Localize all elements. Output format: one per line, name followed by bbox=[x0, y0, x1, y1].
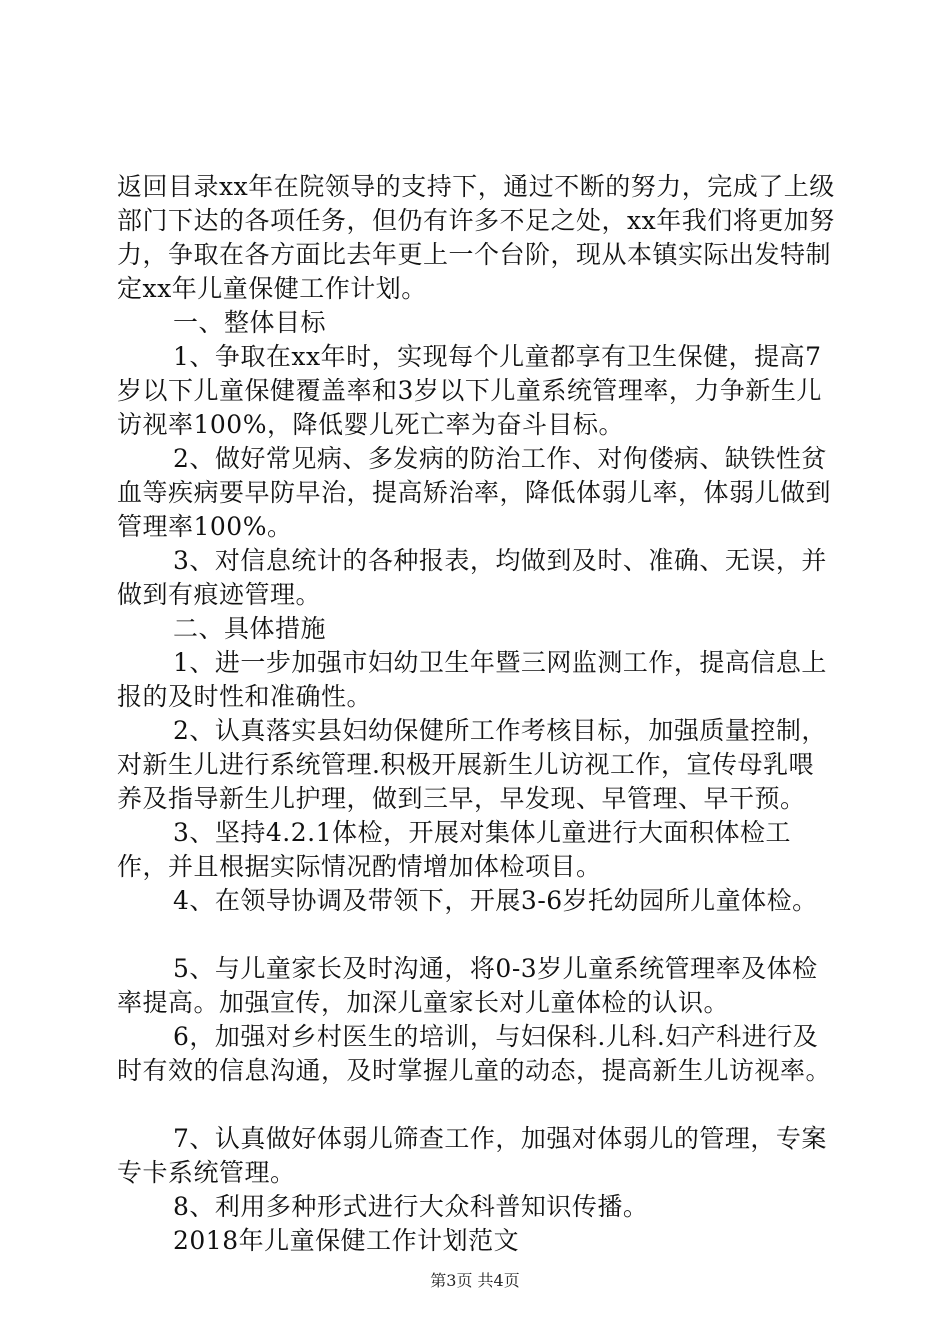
measure-item-7: 7、认真做好体弱儿筛查工作，加强对体弱儿的管理，专案专卡系统管理。 bbox=[117, 1124, 827, 1187]
section-heading-overall-goals: 一、整体目标 bbox=[173, 308, 327, 337]
goal-item-3: 3、对信息统计的各种报表，均做到及时、准确、无误，并做到有痕迹管理。 bbox=[117, 546, 827, 609]
measure-item-8: 8、利用多种形式进行大众科普知识传播。 bbox=[173, 1192, 649, 1221]
measure-item-1: 1、进一步加强市妇幼卫生年暨三网监测工作，提高信息上报的及时性和准确性。 bbox=[117, 648, 827, 711]
measure-item-3: 3、坚持4.2.1体检，开展对集体儿童进行大面积体检工作，并且根据实际情况酌情增加体检项目。 bbox=[117, 818, 792, 881]
goal-item-2: 2、做好常见病、多发病的防治工作、对佝偻病、缺铁性贫血等疾病要早防早治，提高矫治率，降低体弱儿率，体弱儿做到管理率100%。 bbox=[117, 444, 832, 541]
closing-title-line: 2018年儿童保健工作计划范文 bbox=[173, 1226, 520, 1255]
document-body bbox=[117, 170, 837, 1258]
intro-paragraph: 返回目录xx年在院领导的支持下，通过不断的努力，完成了上级部门下达的各项任务，但仍有许多不足之处，xx年我们将更加努力，争取在各方面比去年更上一个台阶，现从本镇实际出发特制定xx年儿童保健工作计划。 bbox=[117, 172, 835, 303]
goal-item-1: 1、争取在xx年时，实现每个儿童都享有卫生保健，提高7岁以下儿童保健覆盖率和3岁以下儿童系统管理率，力争新生儿访视率100%，降低婴儿死亡率为奋斗目标。 bbox=[117, 342, 822, 439]
measure-item-6: 6，加强对乡村医生的培训，与妇保科.儿科.妇产科进行及时有效的信息沟通，及时掌握儿童的动态，提高新生儿访视率。 bbox=[117, 1022, 832, 1085]
measure-item-4: 4、在领导协调及带领下，开展3-6岁托幼园所儿童体检。 bbox=[173, 886, 818, 915]
measure-item-2: 2、认真落实县妇幼保健所工作考核目标，加强质量控制，对新生儿进行系统管理.积极开展新生儿访视工作，宣传母乳喂养及指导新生儿护理，做到三早，早发现、早管理、早干预。 bbox=[117, 716, 827, 813]
section-heading-measures: 二、具体措施 bbox=[173, 614, 327, 643]
page-number-footer: 第3页 共4页 bbox=[430, 1271, 520, 1290]
measure-item-5: 5、与儿童家长及时沟通，将0-3岁儿童系统管理率及体检率提高。加强宣传，加深儿童家长对儿童体检的认识。 bbox=[117, 954, 818, 1017]
